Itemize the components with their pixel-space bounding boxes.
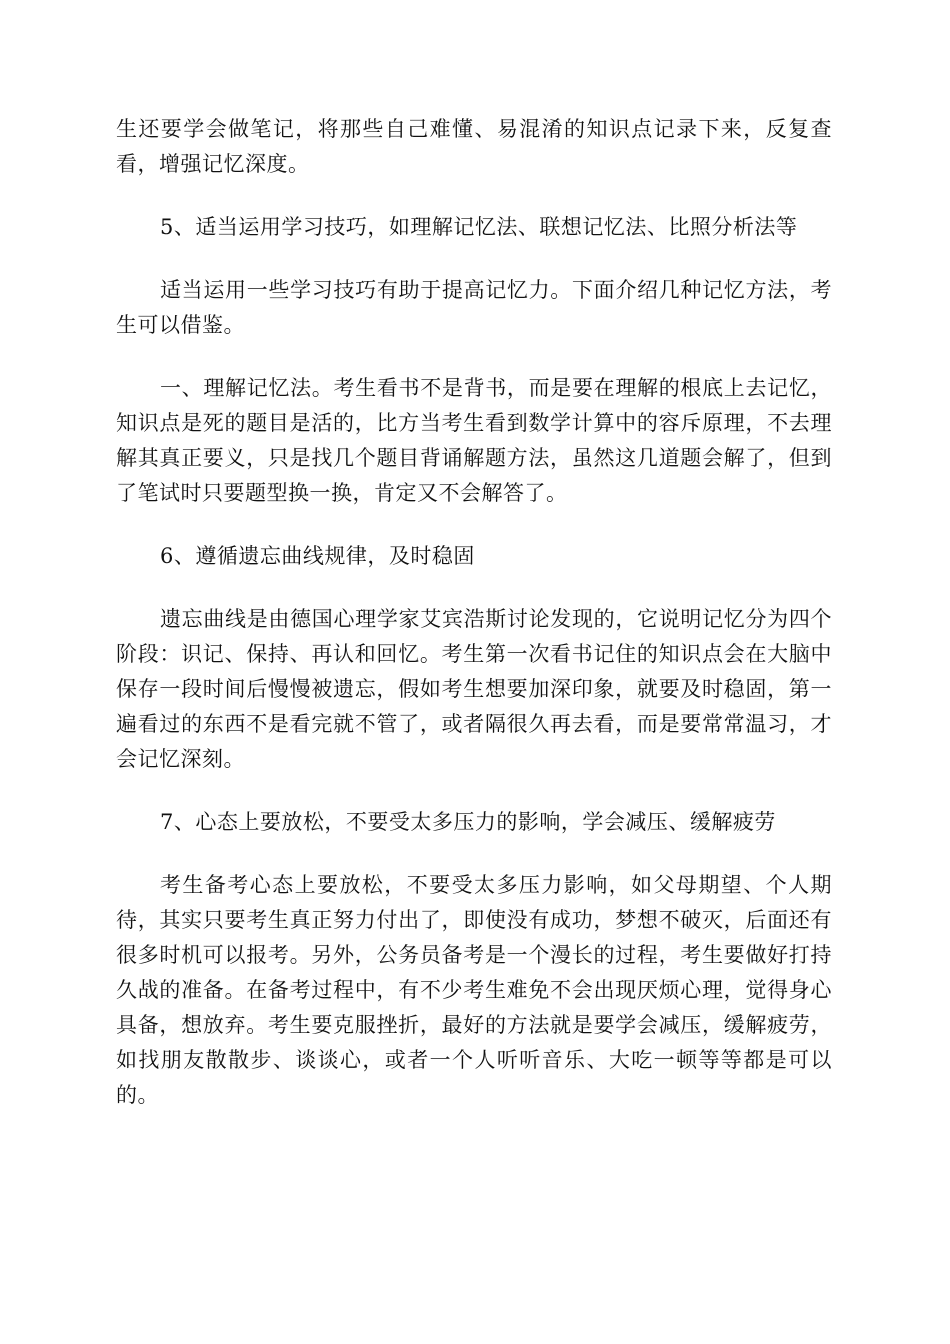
section-heading-7: 7、心态上要放松，不要受太多压力的影响，学会减压、缓解疲劳 (160, 810, 776, 834)
paragraph-understanding-memory: 一、理解记忆法。考生看书不是背书，而是要在理解的根底上去记忆，知识点是死的题目是活的，比方当考生看到数学计算中的容斥原理，不去理解其真正要义，只是找几个题目背诵解题方法，虽然这几道题会解了，但到了笔试时只要题型换一换，肯定又不会解答了。 (116, 376, 832, 505)
paragraph-forgetting-curve: 遗忘曲线是由德国心理学家艾宾浩斯讨论发现的，它说明记忆分为四个阶段：识记、保持、再认和回忆。考生第一次看书记住的知识点会在大脑中保存一段时间后慢慢被遗忘，假如考生想要加深印象，就要及时稳固，第一遍看过的东西不是看完就不管了，或者隔很久再去看，而是要常常温习，才会记忆深刻。 (116, 607, 832, 771)
paragraph-relax-mindset: 考生备考心态上要放松，不要受太多压力影响，如父母期望、个人期待，其实只要考生真正努力付出了，即使没有成功，梦想不破灭，后面还有很多时机可以报考。另外，公务员备考是一个漫长的过程，考生要做好打持久战的准备。在备考过程中，有不少考生难免不会出现厌烦心理，觉得身心具备，想放弃。考生要克服挫折，最好的方法就是要学会减压，缓解疲劳，如找朋友散散步、谈谈心，或者一个人听听音乐、大吃一顿等等都是可以的。 (116, 873, 832, 1107)
paragraph-continuation: 生还要学会做笔记，将那些自己难懂、易混淆的知识点记录下来，反复查看，增强记忆深度。 (116, 117, 832, 176)
paragraph-techniques-intro: 适当运用一些学习技巧有助于提高记忆力。下面介绍几种记忆方法，考生可以借鉴。 (116, 278, 832, 337)
section-heading-5: 5、适当运用学习技巧，如理解记忆法、联想记忆法、比照分析法等 (160, 215, 798, 239)
section-heading-6: 6、遵循遗忘曲线规律，及时稳固 (160, 544, 475, 568)
document-page (116, 112, 832, 1141)
